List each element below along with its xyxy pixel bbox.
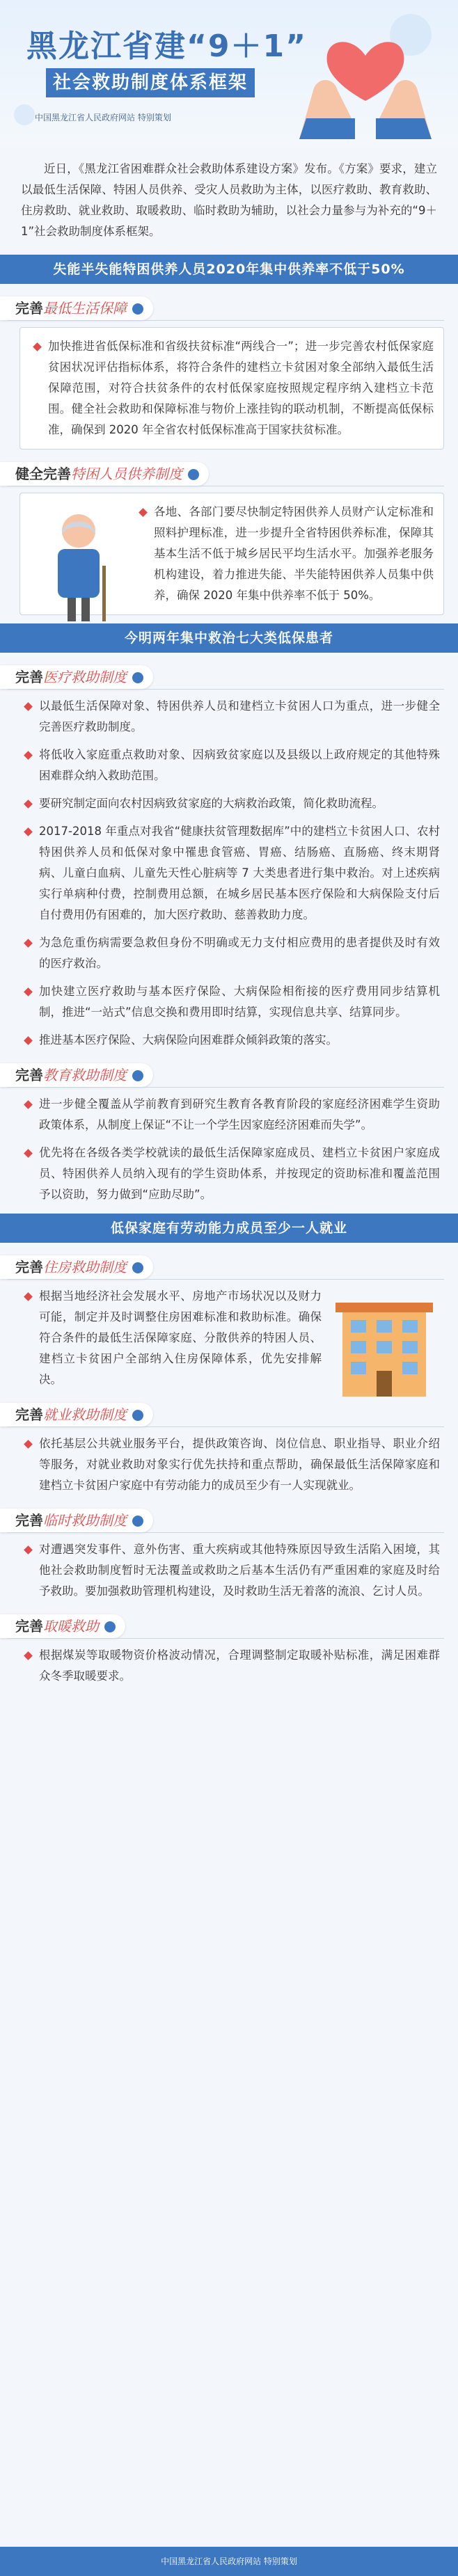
list-item: 推进基本医疗保险、大病保险向困难群众倾斜政策的落实。 <box>24 1030 440 1051</box>
banner-seven-diseases: 今明两年集中救治七大类低保患者 <box>0 623 458 653</box>
banner-care-rate: 失能半失能特困供养人员2020年集中供养率不低于50% <box>0 255 458 284</box>
section-heading-jiuye: 完善就业救助制度 <box>0 1403 458 1426</box>
diamond-bullet-icon <box>33 342 42 351</box>
diamond-bullet-icon <box>24 702 33 711</box>
list-item: 加快推进省低保标准和省级扶贫标准“两线合一”；进一步完善农村低保家庭贫困状况评估指标体系，将符合条件的建档立卡贫困对象全部纳入最低生活保障范围，对符合扶贫条件的农村低保家庭按照规定程序纳入建档立卡范围。健全社会救助和保障标准与物价上涨挂钩的联动机制，不断提高低保标准，确保到 2020 年全省农村低保标准高于国家扶贫标准。 <box>33 336 434 440</box>
footer-credit: 中国黑龙江省人民政府网站 特别策划 <box>0 2547 458 2576</box>
hero-credit: 中国黑龙江省人民政府网站 特别策划 <box>35 113 171 122</box>
list-item: 将低收入家庭重点救助对象、因病致贫家庭以及县级以上政府规定的其他特殊困难群众纳入救助范围。 <box>24 745 440 786</box>
diamond-bullet-icon <box>24 1545 33 1555</box>
diamond-bullet-icon <box>24 939 33 948</box>
dibao-card <box>19 327 444 450</box>
diamond-bullet-icon <box>24 1651 33 1660</box>
list-item: 根据当地经济社会发展水平、房地产市场状况以及财力可能，制定并及时调整住房困难标准和救助标准。确保符合条件的最低生活保障家庭、分散供养的特困人员、建档立卡贫困户全部纳入住房保障体系，优先安排解决。 <box>24 1286 440 1390</box>
dot-icon <box>132 1516 143 1527</box>
dot-icon <box>132 1070 143 1081</box>
hero-title: 黑龙江省建“9＋1” <box>26 29 308 64</box>
intro-paragraph: 近日，《黑龙江省困难群众社会救助体系建设方案》发布。《方案》要求，建立以最低生活保障、特困人员供养、受灾人员救助为主体，以医疗救助、教育救助、住房救助、就业救助、取暖救助、临时救助为辅助，以社会力量参与为补充的“9＋1”社会救助制度体系框架。 <box>21 162 437 238</box>
hands-heart-icon <box>285 7 445 139</box>
section-heading-zhufang: 完善住房救助制度 <box>0 1255 458 1279</box>
list-item: 各地、各部门要尽快制定特困供养人员财产认定标准和照料护理标准，进一步提升全省特困供养标准，保障其基本生活不低于城乡居民平均生活水平。加强养老服务机构建设，着力推进失能、半失能特困供养人员集中供养，确保 2020 年集中供养率不低于 50%。 <box>139 502 434 606</box>
section-heading-quannuan: 完善取暖救助 <box>0 1614 458 1638</box>
list-item: 根据煤炭等取暖物资价格波动情况，合理调整制定取暖补贴标准，满足困难群众冬季取暖要求。 <box>24 1645 440 1687</box>
diamond-bullet-icon <box>139 508 148 517</box>
section-heading-dibao: 完善最低生活保障 <box>0 296 458 320</box>
dot-icon <box>132 303 143 315</box>
list-item: 依托基层公共就业服务平台，提供政策咨询、岗位信息、职业指导、职业介绍等服务，对就业救助对象实行优先扶持和重点帮助，确保最低生活保障家庭和建档立卡贫困户家庭中有劳动能力的成员至少有一人实现就业。 <box>24 1433 440 1496</box>
hero-header <box>0 0 458 146</box>
hero-subtitle: 社会救助制度体系框架 <box>46 68 255 97</box>
list-item: 为急危重伤病需要急救但身份不明确或无力支付相应费用的患者提供及时有效的医疗救治。 <box>24 932 440 974</box>
section-heading-linshi: 完善临时救助制度 <box>0 1509 458 1532</box>
diamond-bullet-icon <box>24 800 33 809</box>
list-item: 对遭遇突发事件、意外伤害、重大疾病或其他特殊原因导致生活陷入困境，其他社会救助制度暂时无法覆盖或救助之后基本生活仍有严重困难的家庭及时给予救助。要加强救助管理机构建设，及时救助生活无着落的流浪、乞讨人员。 <box>24 1539 440 1602</box>
diamond-bullet-icon <box>24 1149 33 1158</box>
diamond-bullet-icon <box>24 1292 33 1301</box>
diamond-bullet-icon <box>24 1440 33 1449</box>
section-heading-tekun: 健全完善特困人员供养制度 <box>0 462 458 486</box>
list-item: 优先将在各级各类学校就读的最低生活保障家庭成员、建档立卡贫困户家庭成员、特困供养人员纳入现有的学生资助体系，并按现定的资助标准和覆盖范围予以资助，努力做到“应助尽助”。 <box>24 1143 440 1205</box>
banner-employment: 低保家庭有劳动能力成员至少一人就业 <box>0 1214 458 1243</box>
dot-icon <box>132 1410 143 1421</box>
dot-icon <box>132 672 143 683</box>
dot-icon <box>132 1262 143 1273</box>
dot-icon <box>188 469 199 480</box>
list-item: 2017-2018 年重点对我省“健康扶贫管理数据库”中的建档立卡贫困人口、农村特困供养人员和低保对象中罹患食管癌、胃癌、结肠癌、直肠癌、终末期肾病、儿童白血病、儿童先天性心脏病等 7 大类患者进行集中救治。对上述疾病实行单病种付费，控制费用总额，在城乡居民基本医疗保险和大病保险支付后自付费用仍有困难的，加大医疗救助、慈善救助力度。 <box>24 821 440 925</box>
diamond-bullet-icon <box>24 751 33 760</box>
list-item: 加快建立医疗救助与基本医疗保险、大病保险相衔接的医疗费用同步结算机制，推进“一站式”信息交换和费用即时结算，实现信息共享、结算同步。 <box>24 981 440 1023</box>
section-heading-jiaoyu: 完善教育救助制度 <box>0 1063 458 1087</box>
diamond-bullet-icon <box>24 1100 33 1109</box>
elderly-care-illustration <box>30 503 127 628</box>
list-item: 进一步健全覆盖从学前教育到研究生教育各教育阶段的家庭经济困难学生资助政策体系，从制度上保证“不让一个学生因家庭经济困难而失学”。 <box>24 1094 440 1136</box>
diamond-bullet-icon <box>24 827 33 836</box>
list-item: 以最低生活保障对象、特困供养人员和建档立卡贫困人口为重点，进一步健全完善医疗救助制度。 <box>24 696 440 738</box>
diamond-bullet-icon <box>24 987 33 996</box>
diamond-bullet-icon <box>24 1036 33 1045</box>
apartment-building-illustration <box>329 1289 440 1400</box>
tekun-card <box>19 493 444 615</box>
section-heading-yiliao: 完善医疗救助制度 <box>0 665 458 689</box>
list-item: 要研究制定面向农村因病致贫家庭的大病救治政策，简化救助流程。 <box>24 793 440 814</box>
dot-icon <box>104 1621 116 1632</box>
